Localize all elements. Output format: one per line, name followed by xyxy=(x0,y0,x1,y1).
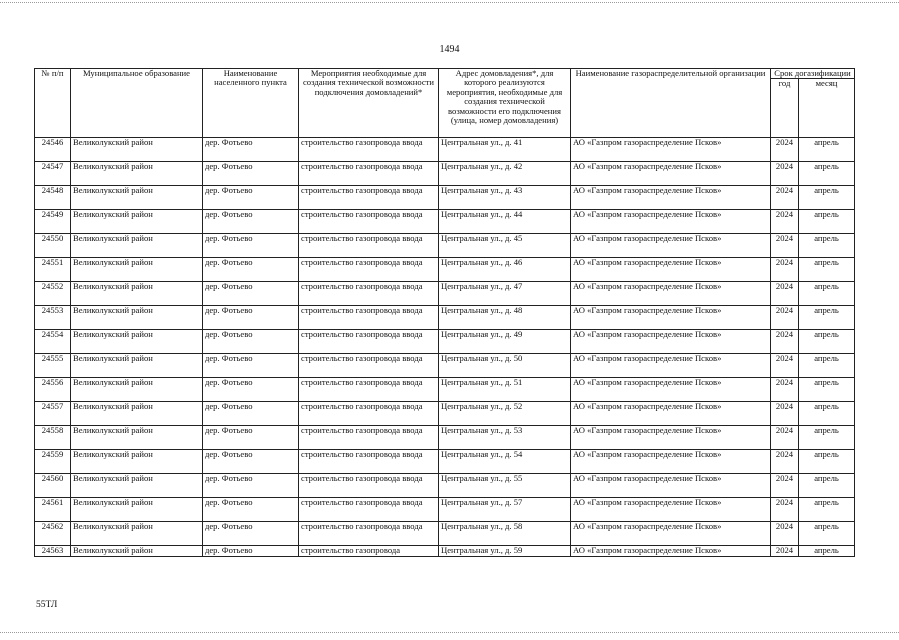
scan-edge-top xyxy=(0,2,899,5)
cell-address: Центральная ул., д. 46 xyxy=(439,258,571,282)
cell-locality: дер. Фотьево xyxy=(203,186,299,210)
cell-locality: дер. Фотьево xyxy=(203,210,299,234)
cell-organization: АО «Газпром газораспределение Псков» xyxy=(571,162,771,186)
cell-organization: АО «Газпром газораспределение Псков» xyxy=(571,426,771,450)
cell-month: апрель xyxy=(799,186,855,210)
table-row xyxy=(35,450,855,474)
cell-address: Центральная ул., д. 53 xyxy=(439,426,571,450)
cell-municipality: Великолукский район xyxy=(71,210,203,234)
cell-address: Центральная ул., д. 55 xyxy=(439,474,571,498)
header-year: год xyxy=(771,79,799,138)
cell-municipality: Великолукский район xyxy=(71,354,203,378)
cell-measure: строительство газопровода ввода xyxy=(299,234,439,258)
cell-locality: дер. Фотьево xyxy=(203,138,299,162)
cell-month: апрель xyxy=(799,474,855,498)
table-row xyxy=(35,546,855,556)
cell-measure: строительство газопровода ввода xyxy=(299,378,439,402)
table-row xyxy=(35,498,855,522)
cell-measure: строительство газопровода ввода xyxy=(299,306,439,330)
scan-edge-bottom xyxy=(0,632,899,635)
cell-num: 24562 xyxy=(35,522,71,546)
cell-measure: строительство газопровода ввода xyxy=(299,450,439,474)
table-row xyxy=(35,474,855,498)
cell-year: 2024 xyxy=(771,426,799,450)
header-term: Срок догазификации xyxy=(771,69,855,79)
cell-municipality: Великолукский район xyxy=(71,378,203,402)
cell-municipality: Великолукский район xyxy=(71,138,203,162)
cell-measure: строительство газопровода ввода xyxy=(299,474,439,498)
cell-year: 2024 xyxy=(771,378,799,402)
cell-municipality: Великолукский район xyxy=(71,330,203,354)
cell-measure: строительство газопровода ввода xyxy=(299,210,439,234)
cell-num: 24554 xyxy=(35,330,71,354)
cell-address: Центральная ул., д. 51 xyxy=(439,378,571,402)
cell-municipality: Великолукский район xyxy=(71,426,203,450)
cell-month: апрель xyxy=(799,162,855,186)
table-row xyxy=(35,234,855,258)
header-num: № п/п xyxy=(35,69,71,138)
cell-locality: дер. Фотьево xyxy=(203,474,299,498)
header-address: Адрес домовладения*, для которого реализуются мероприятия, необходимые для создания технической возможности его подключения (улица, номер домовладения) xyxy=(439,69,571,138)
cell-locality: дер. Фотьево xyxy=(203,426,299,450)
cell-organization: АО «Газпром газораспределение Псков» xyxy=(571,402,771,426)
cell-num: 24546 xyxy=(35,138,71,162)
table-row xyxy=(35,138,855,162)
cell-month: апрель xyxy=(799,330,855,354)
table-row xyxy=(35,282,855,306)
cell-measure: строительство газопровода ввода xyxy=(299,522,439,546)
cell-num: 24550 xyxy=(35,234,71,258)
table-row xyxy=(35,258,855,282)
cell-month: апрель xyxy=(799,498,855,522)
cell-address: Центральная ул., д. 57 xyxy=(439,498,571,522)
cell-year: 2024 xyxy=(771,402,799,426)
cell-month: апрель xyxy=(799,234,855,258)
header-measures: Мероприятия необходимые для создания технической возможности подключения домовладений* xyxy=(299,69,439,138)
header-locality: Наименование населенного пункта xyxy=(203,69,299,138)
cell-organization: АО «Газпром газораспределение Псков» xyxy=(571,522,771,546)
cell-num: 24561 xyxy=(35,498,71,522)
cell-organization: АО «Газпром газораспределение Псков» xyxy=(571,234,771,258)
table-body xyxy=(35,138,855,556)
table-row xyxy=(35,522,855,546)
cell-organization: АО «Газпром газораспределение Псков» xyxy=(571,138,771,162)
cell-locality: дер. Фотьево xyxy=(203,402,299,426)
cell-measure: строительство газопровода ввода xyxy=(299,354,439,378)
cell-municipality: Великолукский район xyxy=(71,306,203,330)
cell-address: Центральная ул., д. 52 xyxy=(439,402,571,426)
cell-municipality: Великолукский район xyxy=(71,474,203,498)
cell-month: апрель xyxy=(799,522,855,546)
cell-address: Центральная ул., д. 59 xyxy=(439,546,571,556)
cell-municipality: Великолукский район xyxy=(71,450,203,474)
cell-address: Центральная ул., д. 41 xyxy=(439,138,571,162)
cell-measure: строительство газопровода ввода xyxy=(299,138,439,162)
cell-municipality: Великолукский район xyxy=(71,234,203,258)
cell-organization: АО «Газпром газораспределение Псков» xyxy=(571,210,771,234)
cell-month: апрель xyxy=(799,354,855,378)
cell-address: Центральная ул., д. 54 xyxy=(439,450,571,474)
cell-measure: строительство газопровода xyxy=(299,546,439,556)
cell-measure: строительство газопровода ввода xyxy=(299,186,439,210)
cell-month: апрель xyxy=(799,282,855,306)
cell-year: 2024 xyxy=(771,138,799,162)
cell-measure: строительство газопровода ввода xyxy=(299,282,439,306)
cell-year: 2024 xyxy=(771,354,799,378)
cell-month: апрель xyxy=(799,138,855,162)
cell-year: 2024 xyxy=(771,210,799,234)
table-row xyxy=(35,426,855,450)
cell-month: апрель xyxy=(799,402,855,426)
cell-measure: строительство газопровода ввода xyxy=(299,330,439,354)
cell-measure: строительство газопровода ввода xyxy=(299,162,439,186)
cell-organization: АО «Газпром газораспределение Псков» xyxy=(571,474,771,498)
cell-year: 2024 xyxy=(771,450,799,474)
cell-organization: АО «Газпром газораспределение Псков» xyxy=(571,378,771,402)
cell-num: 24549 xyxy=(35,210,71,234)
cell-locality: дер. Фотьево xyxy=(203,234,299,258)
cell-year: 2024 xyxy=(771,282,799,306)
cell-municipality: Великолукский район xyxy=(71,162,203,186)
cell-address: Центральная ул., д. 50 xyxy=(439,354,571,378)
cell-year: 2024 xyxy=(771,546,799,556)
cell-year: 2024 xyxy=(771,474,799,498)
table-row xyxy=(35,330,855,354)
cell-measure: строительство газопровода ввода xyxy=(299,258,439,282)
cell-organization: АО «Газпром газораспределение Псков» xyxy=(571,330,771,354)
cell-organization: АО «Газпром газораспределение Псков» xyxy=(571,258,771,282)
table-row xyxy=(35,210,855,234)
cell-municipality: Великолукский район xyxy=(71,258,203,282)
header-municipality: Муниципальное образование xyxy=(71,69,203,138)
cell-locality: дер. Фотьево xyxy=(203,258,299,282)
cell-organization: АО «Газпром газораспределение Псков» xyxy=(571,306,771,330)
cell-address: Центральная ул., д. 42 xyxy=(439,162,571,186)
table-row xyxy=(35,186,855,210)
cell-organization: АО «Газпром газораспределение Псков» xyxy=(571,546,771,556)
cell-num: 24558 xyxy=(35,426,71,450)
cell-num: 24547 xyxy=(35,162,71,186)
cell-municipality: Великолукский район xyxy=(71,498,203,522)
cell-year: 2024 xyxy=(771,258,799,282)
cell-organization: АО «Газпром газораспределение Псков» xyxy=(571,354,771,378)
header-organization: Наименование газораспределительной организации xyxy=(571,69,771,138)
cell-year: 2024 xyxy=(771,234,799,258)
cell-address: Центральная ул., д. 48 xyxy=(439,306,571,330)
cell-year: 2024 xyxy=(771,330,799,354)
header-month: месяц xyxy=(799,79,855,138)
cell-locality: дер. Фотьево xyxy=(203,282,299,306)
cell-locality: дер. Фотьево xyxy=(203,498,299,522)
cell-year: 2024 xyxy=(771,522,799,546)
cell-organization: АО «Газпром газораспределение Псков» xyxy=(571,498,771,522)
cell-num: 24563 xyxy=(35,546,71,556)
cell-num: 24548 xyxy=(35,186,71,210)
cell-address: Центральная ул., д. 47 xyxy=(439,282,571,306)
cell-organization: АО «Газпром газораспределение Псков» xyxy=(571,282,771,306)
cell-address: Центральная ул., д. 49 xyxy=(439,330,571,354)
cell-municipality: Великолукский район xyxy=(71,522,203,546)
cell-address: Центральная ул., д. 45 xyxy=(439,234,571,258)
cell-num: 24555 xyxy=(35,354,71,378)
cell-locality: дер. Фотьево xyxy=(203,330,299,354)
cell-locality: дер. Фотьево xyxy=(203,354,299,378)
header-row xyxy=(35,69,855,79)
cell-locality: дер. Фотьево xyxy=(203,522,299,546)
cell-num: 24556 xyxy=(35,378,71,402)
cell-num: 24559 xyxy=(35,450,71,474)
cell-organization: АО «Газпром газораспределение Псков» xyxy=(571,186,771,210)
cell-month: апрель xyxy=(799,258,855,282)
cell-measure: строительство газопровода ввода xyxy=(299,402,439,426)
footer-mark: 55ТЛ xyxy=(36,600,58,610)
cell-measure: строительство газопровода ввода xyxy=(299,426,439,450)
cell-locality: дер. Фотьево xyxy=(203,546,299,556)
cell-num: 24553 xyxy=(35,306,71,330)
cell-month: апрель xyxy=(799,450,855,474)
cell-address: Центральная ул., д. 43 xyxy=(439,186,571,210)
cell-year: 2024 xyxy=(771,186,799,210)
cell-month: апрель xyxy=(799,210,855,234)
table-row xyxy=(35,378,855,402)
cell-locality: дер. Фотьево xyxy=(203,306,299,330)
cell-num: 24551 xyxy=(35,258,71,282)
cell-num: 24557 xyxy=(35,402,71,426)
cell-month: апрель xyxy=(799,426,855,450)
cell-year: 2024 xyxy=(771,306,799,330)
table-row xyxy=(35,306,855,330)
cell-measure: строительство газопровода ввода xyxy=(299,498,439,522)
cell-municipality: Великолукский район xyxy=(71,282,203,306)
cell-organization: АО «Газпром газораспределение Псков» xyxy=(571,450,771,474)
table-row xyxy=(35,354,855,378)
cell-locality: дер. Фотьево xyxy=(203,162,299,186)
page-number: 1494 xyxy=(439,44,460,55)
cell-num: 24552 xyxy=(35,282,71,306)
cell-municipality: Великолукский район xyxy=(71,186,203,210)
gasification-table xyxy=(34,68,855,557)
cell-address: Центральная ул., д. 58 xyxy=(439,522,571,546)
cell-locality: дер. Фотьево xyxy=(203,450,299,474)
table-row xyxy=(35,402,855,426)
table-row xyxy=(35,162,855,186)
cell-month: апрель xyxy=(799,378,855,402)
cell-month: апрель xyxy=(799,306,855,330)
cell-locality: дер. Фотьево xyxy=(203,378,299,402)
cell-num: 24560 xyxy=(35,474,71,498)
cell-municipality: Великолукский район xyxy=(71,546,203,556)
cell-address: Центральная ул., д. 44 xyxy=(439,210,571,234)
cell-municipality: Великолукский район xyxy=(71,402,203,426)
cell-month: апрель xyxy=(799,546,855,556)
cell-year: 2024 xyxy=(771,498,799,522)
cell-year: 2024 xyxy=(771,162,799,186)
